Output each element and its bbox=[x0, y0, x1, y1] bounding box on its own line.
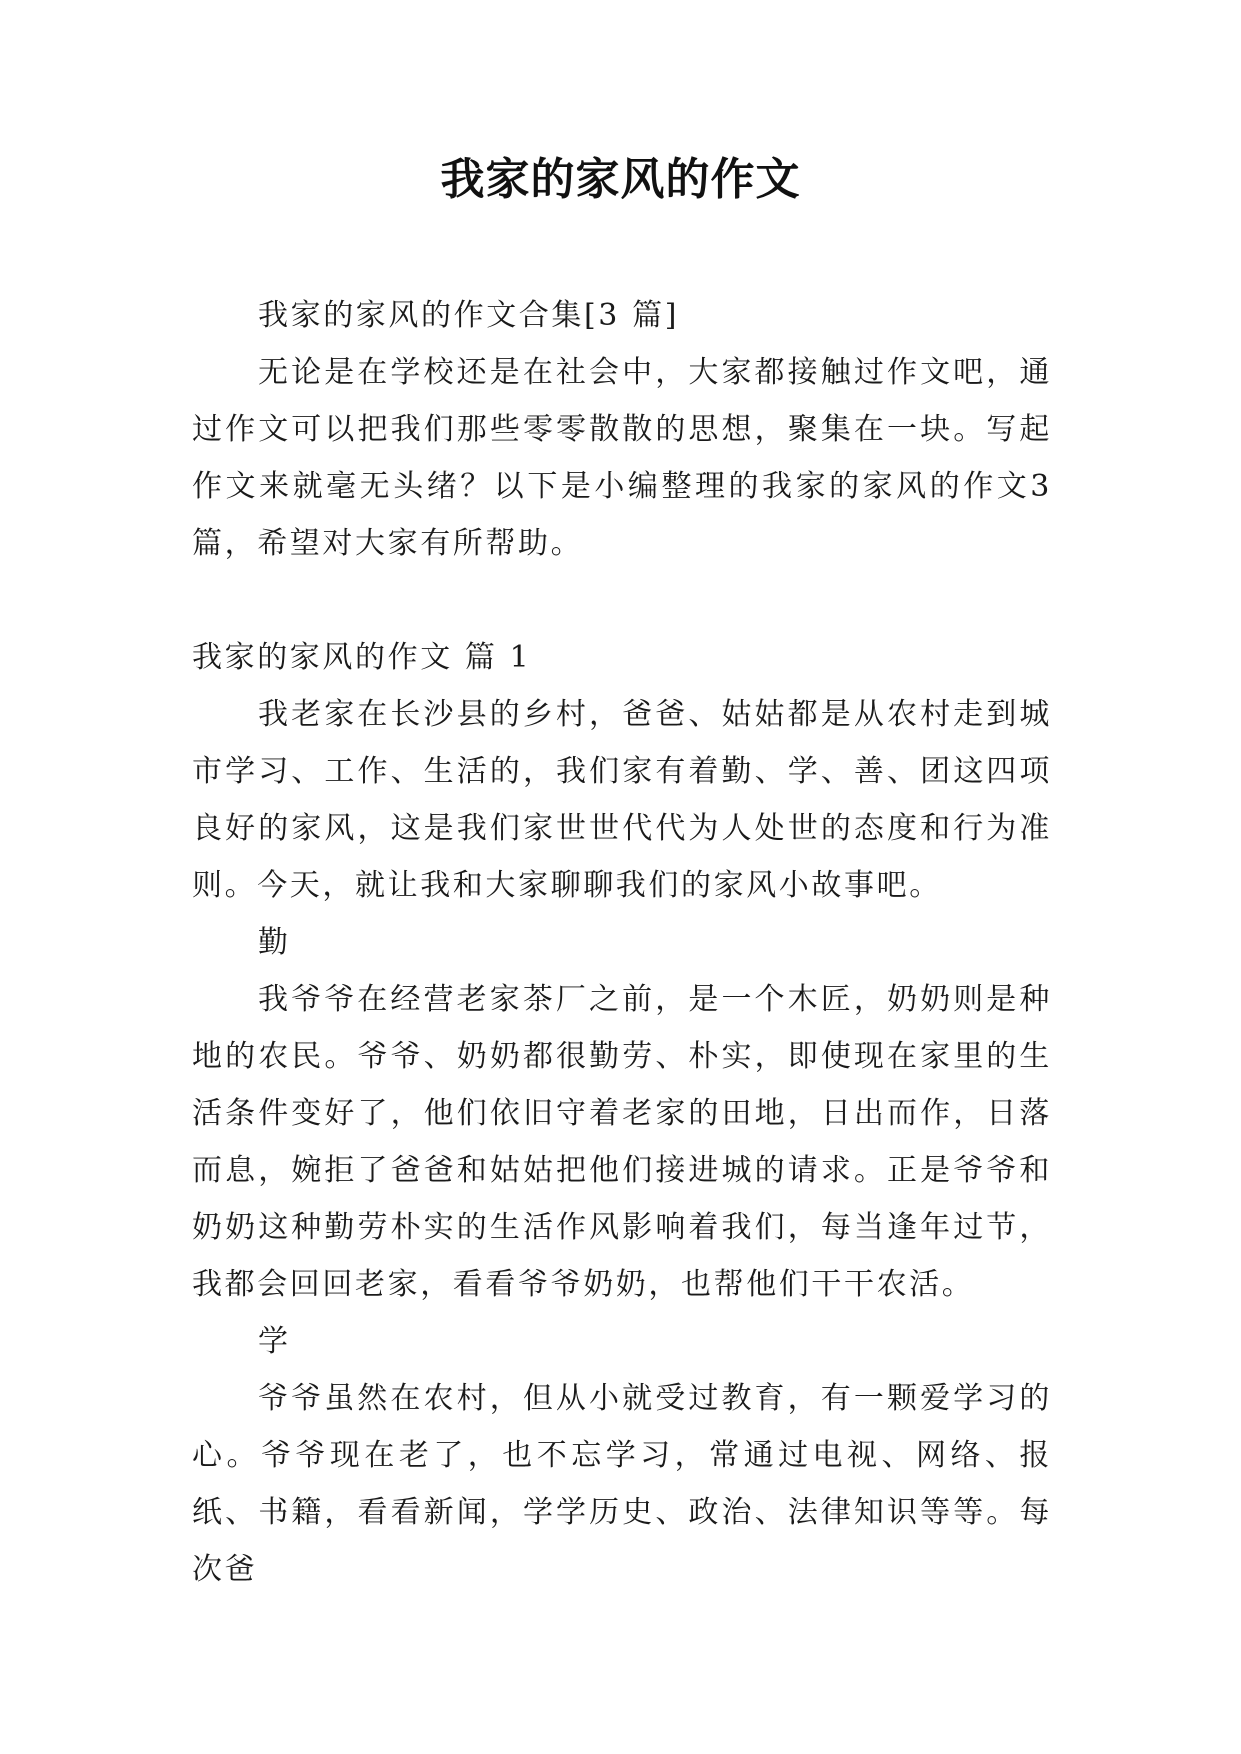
paragraph-subtitle: 我家的家风的作文合集[3 篇] bbox=[258, 298, 680, 333]
paragraph-intro: 无论是在学校还是在社会中，大家都接触过作文吧，通过作文可以把我们那些零零散散的思想，聚集在一块。写起作文来就毫无头绪？以下是小编整理的我家的家风的作文3篇，希望对大家有所帮助。 bbox=[192, 355, 1052, 561]
paragraph-body: 我老家在长沙县的乡村，爸爸、姑姑都是从农村走到城市学习、工作、生活的，我们家有着勤、学、善、团这四项良好的家风，这是我们家世世代代为人处世的态度和行为准则。今天，就让我和大家聊聊我们的家风小故事吧。 bbox=[192, 697, 1052, 903]
paragraph-body: 我爷爷在经营老家茶厂之前，是一个木匠，奶奶则是种地的农民。爷爷、奶奶都很勤劳、朴实，即使现在家里的生活条件变好了，他们依旧守着老家的田地，日出而作，日落而息，婉拒了爸爸和姑姑把他们接进城的请求。正是爷爷和奶奶这种勤劳朴实的生活作风影响着我们，每当逢年过节，我都会回回老家，看看爷爷奶奶，也帮他们干干农活。 bbox=[192, 982, 1052, 1302]
document-title: 我家的家风的作文 bbox=[440, 154, 801, 205]
paragraph-body: 爷爷虽然在农村，但从小就受过教育，有一颗爱学习的心。爷爷现在老了，也不忘学习，常通过电视、网络、报纸、书籍，看看新闻，学学历史、政治、法律知识等等。每次爸 bbox=[192, 1381, 1052, 1587]
subheading-qin: 勤 bbox=[258, 925, 291, 960]
subheading-xue: 学 bbox=[258, 1324, 291, 1359]
document-body bbox=[192, 287, 1052, 1598]
paragraph-spacer bbox=[192, 572, 1052, 629]
section-heading: 我家的家风的作文 篇 1 bbox=[192, 640, 532, 675]
